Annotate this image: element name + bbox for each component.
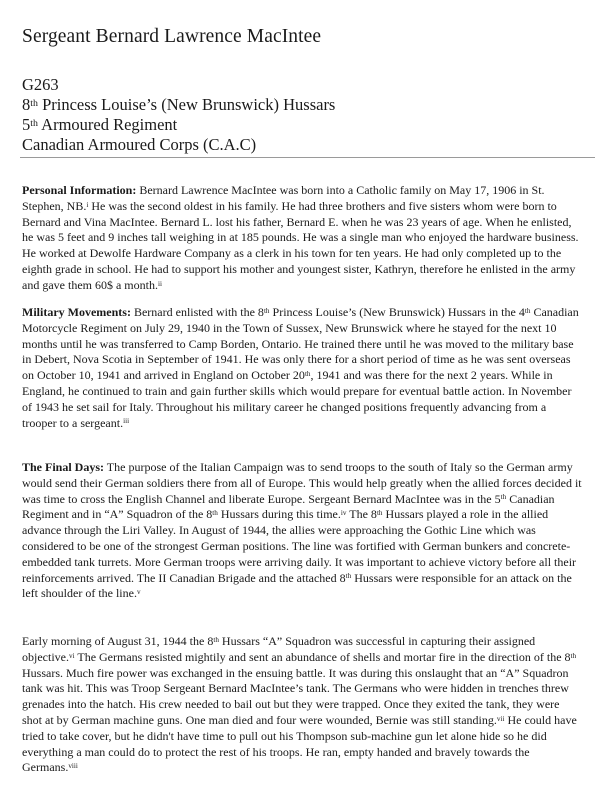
body-text: Princess Louise’s (New Brunswick) Hussars in the 4: [269, 305, 525, 319]
body-text: The 8: [346, 507, 377, 522]
superscript: v: [136, 588, 141, 597]
body-text: Hussars “A” Squadron was successful in capturing their assigned objective.: [22, 634, 536, 664]
superscript: iii: [123, 417, 130, 426]
body-text: Canadian Motorcycle Regiment on July 29, 1940 in the Town of Sussex, New Brunswick where he stayed for the next 10 months until he was transferred to Camp Borden, Ontario. He trained there until he was moved to the military base in Debert, Nova Scotia in September of 1941. He was only there for a short period of time as he was sent overseas on October 10, 1941 and arrived in England on October 20: [22, 305, 579, 383]
superscript: iv: [340, 509, 347, 518]
body-text: The purpose of the Italian Campaign was to send troops to the south of Italy so the German army would send their German soldiers there from all of Europe. This would help greatly when the allied forces decided it was time to cross the English Channel and liberate Europe. Sergeant Bernard MacIntee was in the 5: [22, 460, 582, 506]
superscript: th: [500, 493, 507, 502]
body-text: The Germans resisted mightily and sent an abundance of shells and mortar fire in the direction of the 8: [74, 649, 571, 664]
body-text: Hussars played a role in the allied advance through the Liri Valley. In August of 1944, the allies were approaching the Gothic Line which was considered to be one of the strongest German positions. The line was fortified with German bunkers and concrete-embedded tank turrets. More German troops were arriving daily. It was important to achieve victory before all their reinforcements arrived. The II Canadian Brigade and the attached 8: [22, 507, 577, 585]
body-text: Canadian Regiment and in “A” Squadron of the 8: [22, 491, 555, 522]
document-title: Sergeant Bernard Lawrence MacIntee: [22, 26, 322, 47]
superscript: th: [345, 572, 352, 581]
superscript: viii: [68, 762, 78, 771]
body-text: He could have tried to take cover, but he didn't have time to pull out his Thompson sub-machine gun let alone hide so he did everything a man could do to protect the rest of his troops. He ran, empty handed and bravely towards the Germans.: [22, 712, 577, 775]
unit-line: Canadian Armoured Corps (C.A.C): [22, 135, 257, 154]
body-text: Hussars during this time.: [217, 507, 341, 522]
superscript: th: [524, 306, 531, 315]
body-text: , 1941 and was there for the next 2 years. While in England, he continued to train and gain further skills which would prepare for eventual battle action. In November of 1943 he set sail for Italy. Throughout his military career he changed positions frequently advancing from a trooper to a sergeant.: [22, 368, 572, 430]
section-heading: The Final Days:: [22, 460, 105, 474]
unit-line: 5th Armoured Regiment: [22, 115, 178, 134]
body-text: Hussars were responsible for an attack on the left shoulder of the line.: [22, 570, 572, 601]
superscript: vi: [68, 651, 75, 660]
superscript: th: [212, 509, 218, 518]
unit-line: 8th Princess Louise’s (New Brunswick) Hussars: [22, 95, 336, 114]
section-military-movements: [22, 305, 582, 431]
superscript: i: [86, 200, 89, 209]
superscript: th: [263, 306, 270, 315]
unit-block: [22, 75, 335, 155]
superscript: th: [304, 369, 311, 378]
superscript: vii: [496, 714, 505, 723]
body-text: Bernard enlisted with the 8: [130, 305, 264, 319]
section-final-days: [22, 460, 582, 602]
header-divider: [20, 157, 595, 158]
superscript: th: [213, 635, 219, 644]
body-text: Hussars. Much fire power was exchanged in the ensuing battle. It was during this onslaught that an “A” Squadron tank was hit. This was Troop Sergeant Bernard MacIntee’s tank. The Germans who were hidden in trenches threw grenades into the hatch. His crew needed to bail out but they were trapped. Once they exited the tank, they were shot at by German machine guns. One man died and four were wounded, Bernie was still standing.: [22, 665, 569, 727]
section-heading: Personal Information:: [22, 183, 137, 197]
body-text: Early morning of August 31, 1944 the 8: [22, 634, 214, 648]
superscript: ii: [157, 279, 162, 288]
superscript: th: [570, 651, 577, 660]
superscript: th: [376, 509, 383, 518]
section-heading: Military Movements:: [22, 305, 131, 319]
grave-id: G263: [22, 75, 59, 94]
body-text: He was the second oldest in his family. He had three brothers and five sisters whom were born to Bernard and Vina MacIntee. Bernard L. lost his father, Bernard E. when he was 23 years of age. When he enlisted, he was 5 feet and 9 inches tall weighing in at 185 pounds. He was a single man who enjoyed the hardware business. He worked at Dewolfe Hardware Company as a clerk in his town for ten years. He had only completed up to the eighth grade in school. He had to support his mother and youngest sister, Kathryn, therefore he enlisted in the army and gave them 60$ a month.: [22, 198, 579, 292]
section-personal-information: [22, 183, 582, 294]
body-text: Bernard Lawrence MacIntee was born into a Catholic family on May 17, 1906 in St. Stephen, NB.: [22, 183, 545, 213]
section-august-31: [22, 634, 582, 776]
